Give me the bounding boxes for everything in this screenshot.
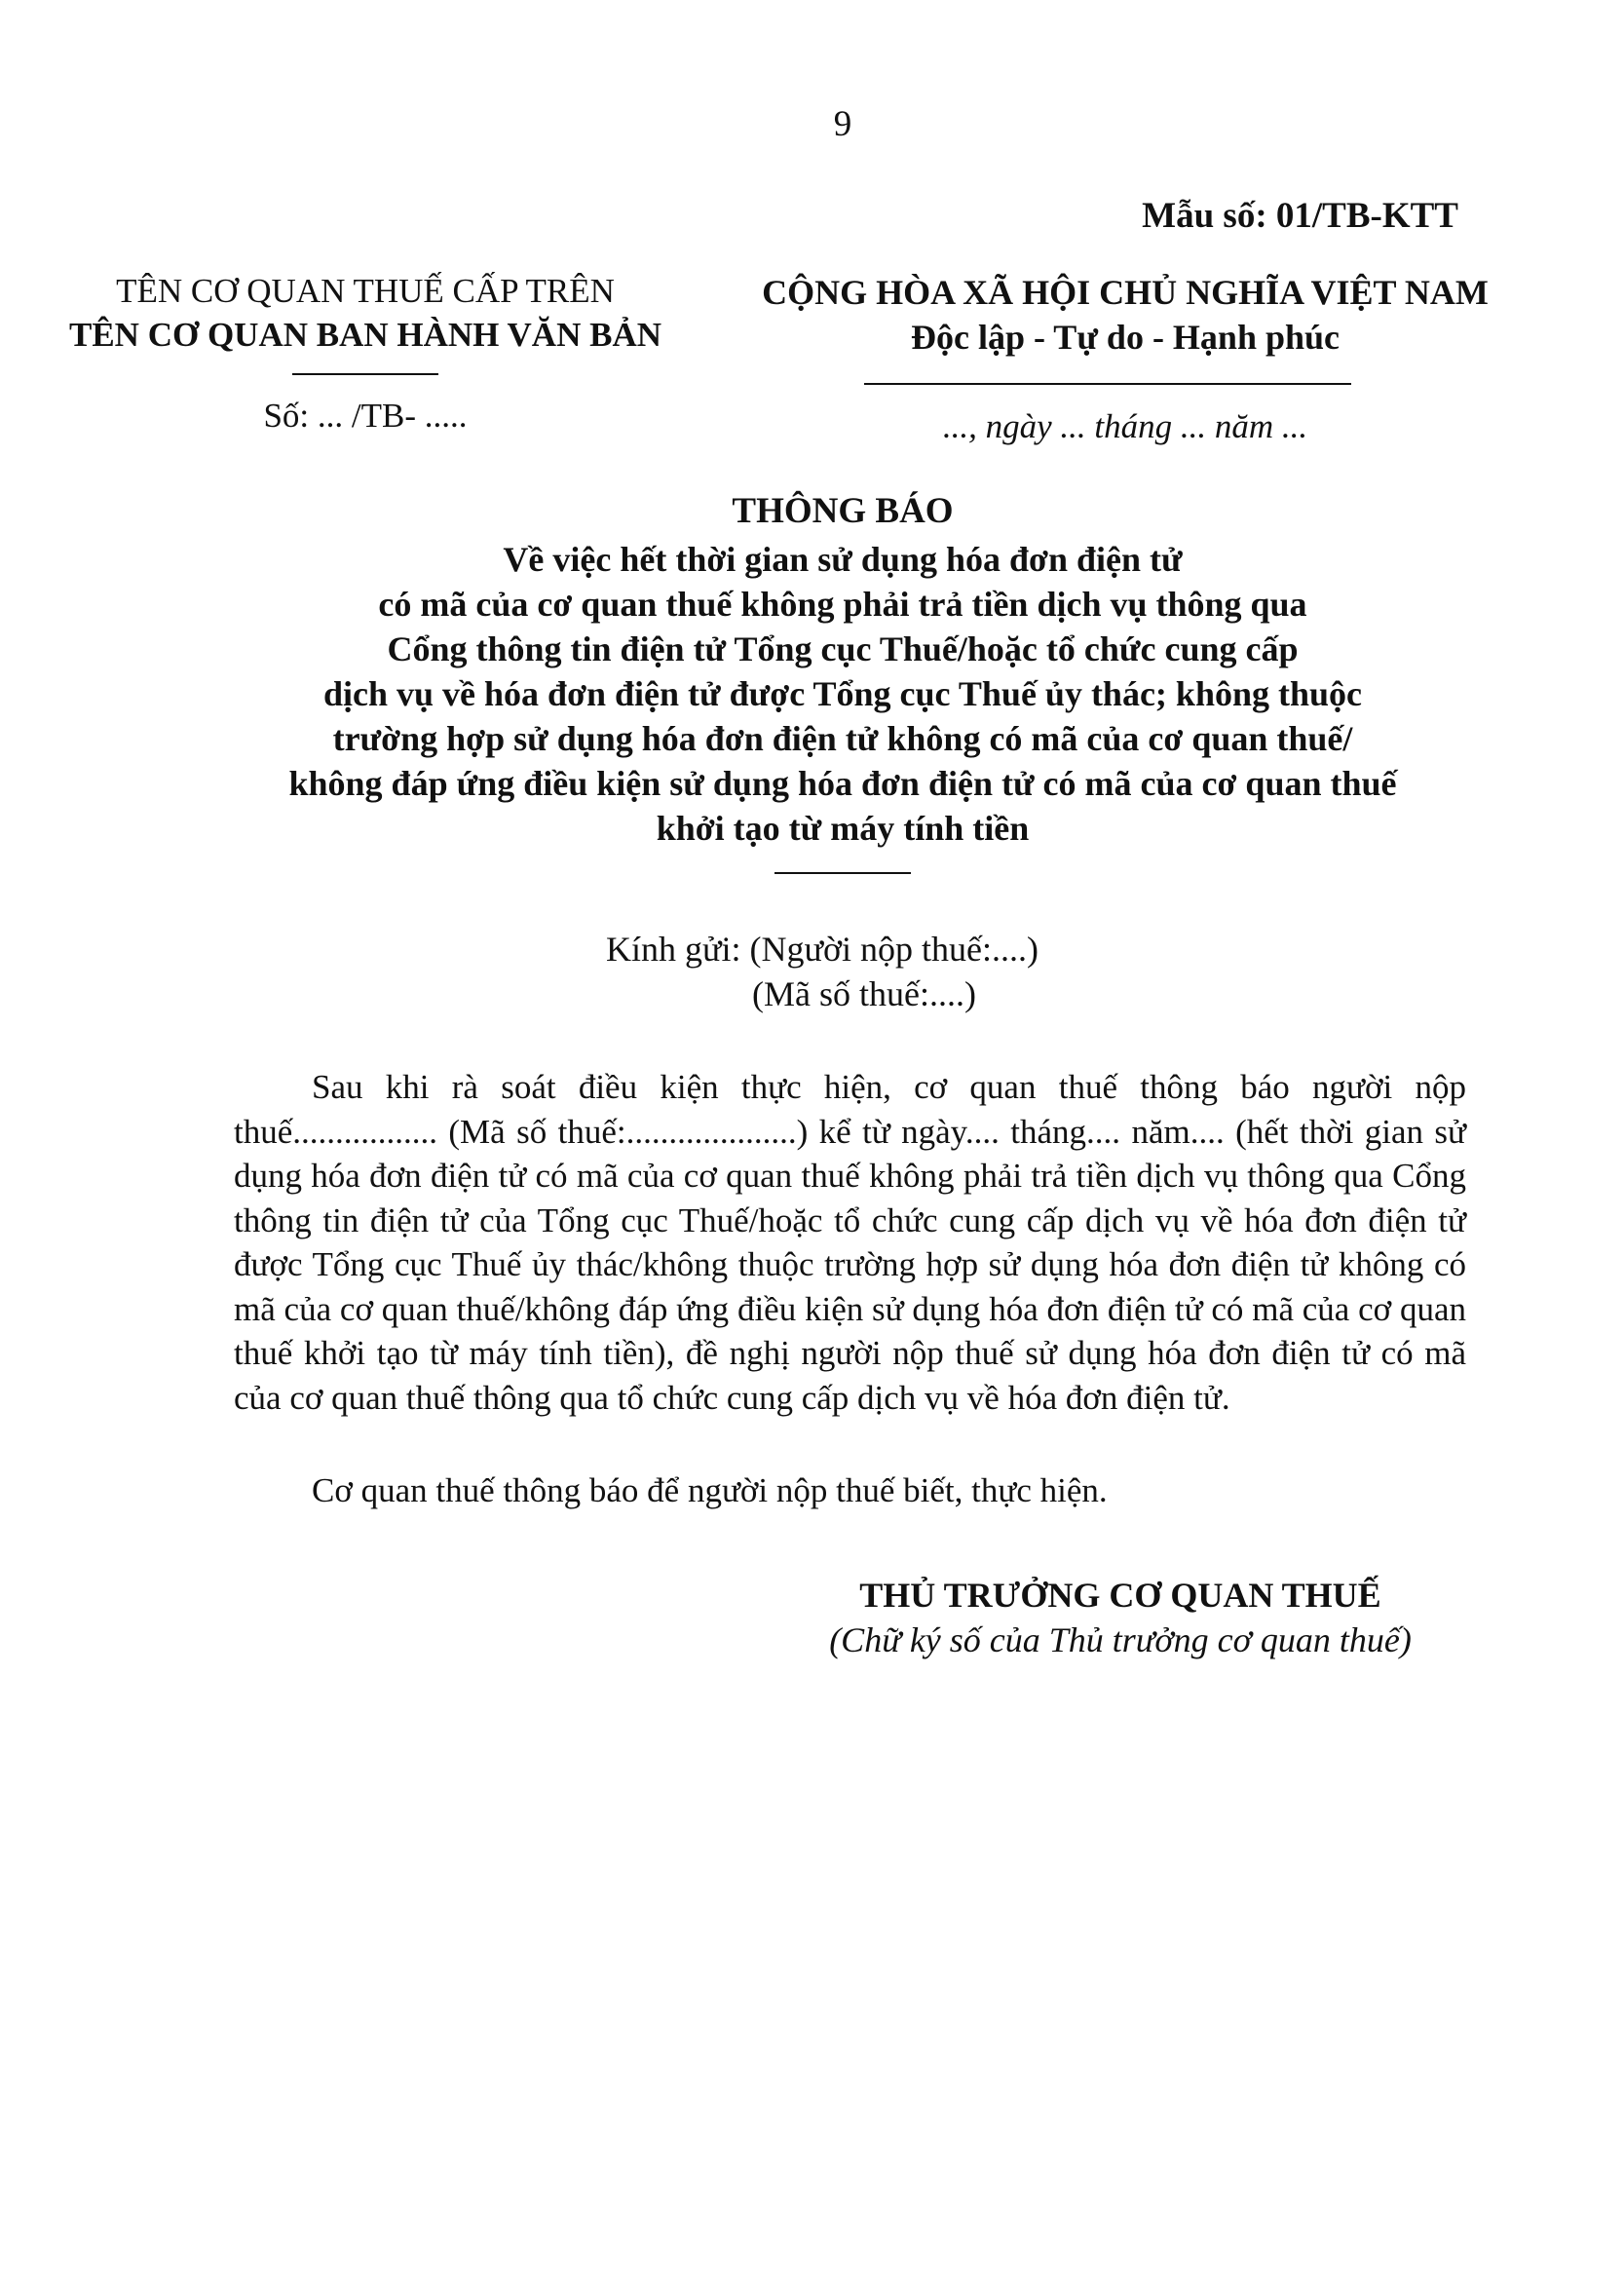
nation-name: CỘNG HÒA XÃ HỘI CHỦ NGHĨA VIỆT NAM — [762, 273, 1489, 312]
body-paragraph: Sau khi rà soát điều kiện thực hiện, cơ quan thuế thông báo người nộp thuế................. (Mã số thuế:....................) kể từ ngày.... tháng.... năm.... (hết thời gian sử dụng hóa đơn điện tử có mã của cơ quan thuế không phải trả tiền dịch vụ thông qua Cổng thông tin điện tử của Tổng cục Thuế/hoặc tổ chức cung cấp dịch vụ về hóa đơn điện tử được Tổng cục Thuế ủy thác/không thuộc trường hợp sử dụng hóa đơn điện tử không có mã của cơ quan thuế/không đáp ứng điều kiện sử dụng hóa đơn điện tử có mã của cơ quan thuế khởi tạo từ máy tính tiền), đề nghị người nộp thuế sử dụng hóa đơn điện tử có mã của cơ quan thuế thông qua tổ chức cung cấp dịch vụ về hóa đơn điện tử. — [234, 1068, 1466, 1417]
document-number: Số: ... /TB- ..... — [263, 397, 468, 435]
subject-line: không đáp ứng điều kiện sử dụng hóa đơn điện tử có mã của cơ quan thuế — [288, 764, 1397, 803]
subject-line: dịch vụ về hóa đơn điện tử được Tổng cục Thuế ủy thác; không thuộc — [323, 674, 1362, 713]
motto-divider — [864, 383, 1351, 385]
national-header-block — [711, 270, 1539, 360]
subject-line: Cổng thông tin điện tử Tổng cục Thuế/hoặc tổ chức cung cấp — [387, 629, 1299, 668]
recipient-block — [0, 927, 1624, 1024]
signature-note: (Chữ ký số của Thủ trưởng cơ quan thuế) — [829, 1620, 1412, 1659]
page-number: 9 — [833, 104, 852, 144]
closing-paragraph: Cơ quan thuế thông báo để người nộp thuế biết, thực hiện. — [312, 1471, 1108, 1509]
issuing-agency-block — [49, 269, 682, 357]
date-line: ..., ngày ... tháng ... năm ... — [942, 407, 1308, 445]
parent-agency-name: TÊN CƠ QUAN THUẾ CẤP TRÊN — [116, 272, 615, 310]
subject-line: có mã của cơ quan thuế không phải trả tiền dịch vụ thông qua — [378, 585, 1307, 624]
issuing-agency-name: TÊN CƠ QUAN BAN HÀNH VĂN BẢN — [68, 316, 661, 354]
subject-line: Về việc hết thời gian sử dụng hóa đơn điện tử — [503, 540, 1183, 579]
recipient-taxpayer: Kính gửi: (Người nộp thuế:....) — [606, 930, 1039, 969]
notice-subject — [146, 537, 1539, 851]
signature-block — [682, 1573, 1559, 1662]
subject-line: trường hợp sử dụng hóa đơn điện tử không có mã của cơ quan thuế/ — [332, 719, 1353, 758]
recipient-tax-code: (Mã số thuế:....) — [752, 974, 976, 1013]
national-motto: Độc lập - Tự do - Hạnh phúc — [910, 318, 1341, 357]
subject-divider — [774, 872, 911, 874]
notice-title: THÔNG BÁO — [732, 491, 954, 531]
subject-line: khởi tạo từ máy tính tiền — [656, 809, 1030, 848]
signer-title: THỦ TRƯỞNG CƠ QUAN THUẾ — [859, 1576, 1381, 1615]
agency-divider — [292, 373, 438, 375]
form-code: Mẫu số: 01/TB-KTT — [1142, 196, 1458, 236]
